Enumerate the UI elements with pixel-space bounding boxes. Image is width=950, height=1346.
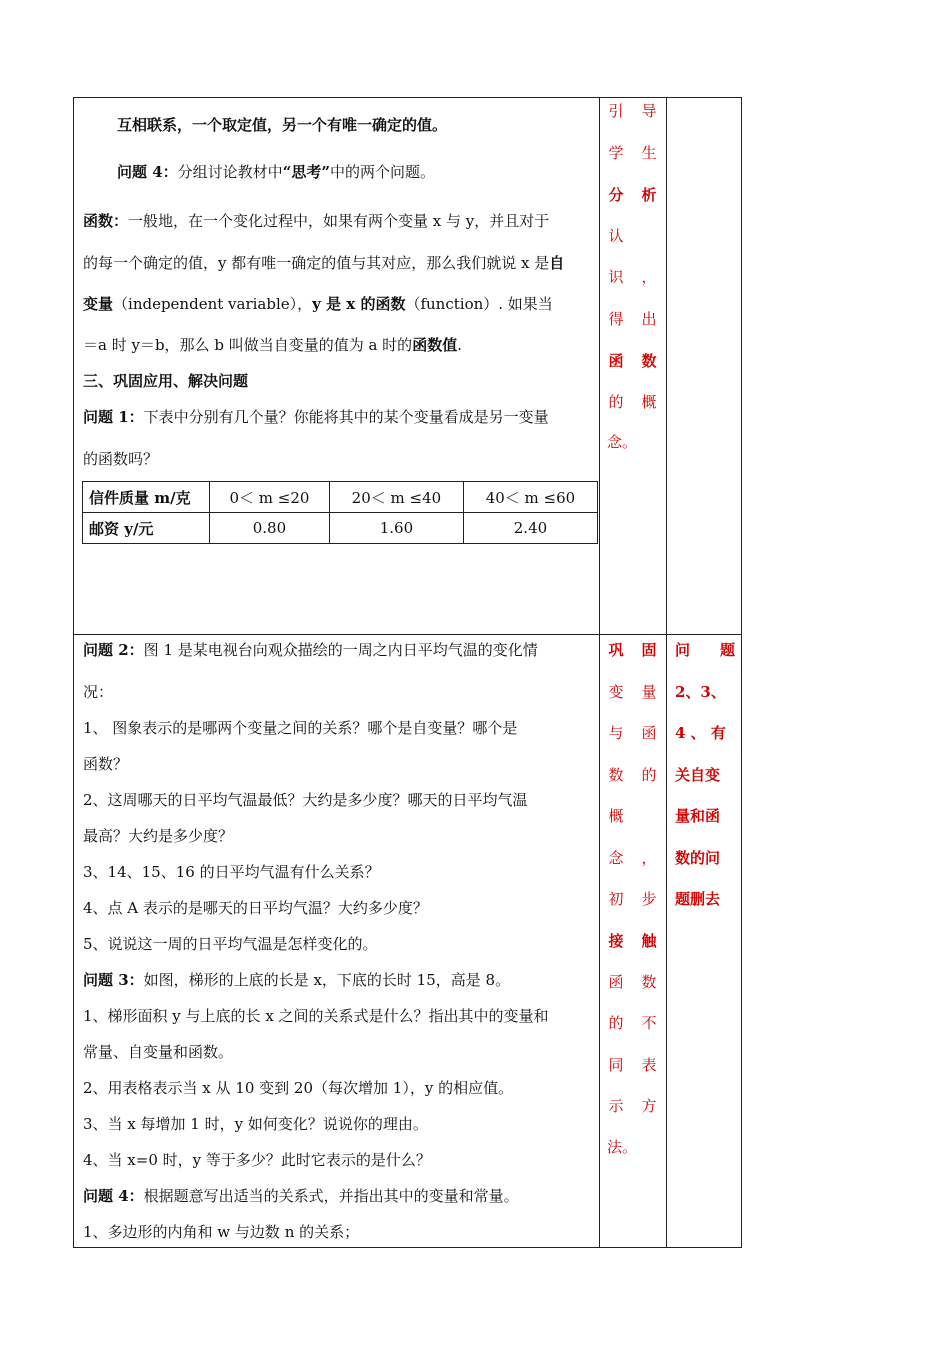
- right-note-line: 问 题: [675, 641, 736, 659]
- q2-item3: 3、14、15、16 的日平均气温有什么关系？: [83, 863, 380, 881]
- table-cell: 20＜ m ≤40: [329, 482, 463, 513]
- note-char: 析: [641, 186, 657, 204]
- table-row: [83, 513, 598, 544]
- function-text: （independent variable），: [113, 295, 313, 313]
- note-char: 数: [641, 973, 657, 991]
- q3-item2: 2、用表格表示当 x 从 10 变到 20（每次增加 1），y 的相应值。: [83, 1079, 514, 1097]
- note-char: 数: [641, 352, 657, 370]
- note-char: 方: [641, 1097, 657, 1115]
- note-char: 巩: [608, 641, 624, 659]
- function-def-line4: [83, 335, 462, 355]
- table-cell: 2.40: [463, 513, 597, 544]
- q3-item1b: 常量、自变量和函数。: [83, 1043, 234, 1061]
- table-cell: 40＜ m ≤60: [463, 482, 597, 513]
- note-char: 变: [608, 683, 624, 701]
- q3-item3: 3、当 x 每增加 1 时，y 如何变化？说说你的理由。: [83, 1115, 428, 1133]
- note-char: 的: [608, 1014, 624, 1032]
- column-divider: [666, 98, 667, 1247]
- note-char: 的: [608, 393, 624, 411]
- question-text: 图 1 是某电视台向观众描绘的一周之内日平均气温的变化情: [143, 641, 538, 659]
- note-char: 步: [641, 890, 657, 908]
- note-char: 函: [608, 352, 624, 370]
- q2-item5: 5、说说这一周的日平均气温是怎样变化的。: [83, 935, 378, 953]
- right-note-line: 题删去: [675, 890, 721, 908]
- note-char: 函: [608, 973, 624, 991]
- right-note-line: 数的问: [675, 849, 721, 867]
- table-cell: 0.80: [210, 513, 330, 544]
- note-char: 量: [641, 683, 657, 701]
- question-text: 中的两个问题。: [329, 163, 435, 181]
- note-char: 引: [608, 102, 624, 120]
- note-char: 学: [608, 144, 624, 162]
- note-char: 表: [641, 1056, 657, 1074]
- function-def-line3: [83, 294, 553, 314]
- question1-line2: 的函数吗？: [83, 450, 159, 468]
- question4-discussion: [117, 162, 435, 182]
- top-line1: 互相联系，一个取定值，另一个有唯一确定的值。: [117, 116, 448, 134]
- note-char: ，: [641, 268, 657, 286]
- question3-line1: [83, 970, 510, 990]
- function-text-bold: 自: [549, 254, 565, 272]
- right-note-line: 关自变: [675, 766, 721, 784]
- note-char: 与: [608, 724, 624, 742]
- function-text: ＝a 时 y＝b，那么 b 叫做当自变量的值为 a 时的: [83, 336, 413, 354]
- function-label: 函数：: [83, 212, 129, 230]
- question-label: 问题 4：: [117, 163, 178, 181]
- question-text: 如图，梯形的上底的长是 x，下底的长时 15，高是 8。: [143, 971, 511, 989]
- function-text-bold: 函数值: [412, 336, 458, 354]
- section-heading: 三、巩固应用、解决问题: [83, 372, 249, 390]
- note-char: 生: [641, 144, 657, 162]
- note-char: 固: [641, 641, 657, 659]
- function-text: 一般地，在一个变化过程中，如果有两个变量 x 与 y，并且对于: [128, 212, 550, 230]
- question2-line1: [83, 640, 538, 660]
- question-label: 问题 4：: [83, 1187, 144, 1205]
- table-cell: 信件质量 m/克: [83, 482, 210, 513]
- note-char: 念: [608, 849, 624, 867]
- q2-item2a: 2、这周哪天的日平均气温最低？大约是多少度？哪天的日平均气温: [83, 791, 528, 809]
- function-def-line2: [83, 253, 564, 273]
- note-char: ，: [641, 849, 657, 867]
- note-char: 函: [641, 724, 657, 742]
- question-text: 根据题意写出适当的关系式，并指出其中的变量和常量。: [143, 1187, 519, 1205]
- question-text: 下表中分别有几个量？你能将其中的某个变量看成是另一变量: [143, 408, 549, 426]
- question-label: 问题 1：: [83, 408, 144, 426]
- table-cell: 邮资 y/元: [83, 513, 210, 544]
- note-char: 接: [608, 932, 624, 950]
- q2-item1a: 1、 图象表示的是哪两个变量之间的关系？哪个是自变量？哪个是: [83, 719, 518, 737]
- function-def-line1: [83, 211, 549, 231]
- note-char: 概: [608, 807, 624, 825]
- note-char: 触: [641, 932, 657, 950]
- note-char: 概: [641, 393, 657, 411]
- note-char: 识: [608, 268, 624, 286]
- note-char: 法。: [607, 1138, 638, 1156]
- right-note-line: 量和函: [675, 807, 721, 825]
- function-text-bold: y 是 x 的函数: [312, 295, 406, 313]
- q2-item2b: 最高？大约是多少度？: [83, 827, 234, 845]
- note-char: 念。: [607, 433, 638, 451]
- note-char: 分: [608, 186, 624, 204]
- function-text-bold: 变量: [83, 295, 114, 313]
- question-label: 问题 3：: [83, 971, 144, 989]
- note-char: 得: [608, 310, 624, 328]
- question-text-bold: “思考”: [282, 163, 330, 181]
- q4-item1: 1、多边形的内角和 w 与边数 n 的关系；: [83, 1223, 360, 1241]
- note-char: 出: [641, 310, 657, 328]
- note-char: 初: [608, 890, 624, 908]
- function-text: .: [457, 336, 462, 354]
- question-text: 分组讨论教材中: [177, 163, 283, 181]
- right-note-line: 2、3、: [675, 683, 726, 701]
- table-cell: 1.60: [329, 513, 463, 544]
- note-char: 导: [641, 102, 657, 120]
- question1-line1: [83, 407, 549, 427]
- question4-line1: [83, 1186, 519, 1206]
- note-char: 认: [608, 227, 624, 245]
- q3-item1a: 1、梯形面积 y 与上底的长 x 之间的关系式是什么？指出其中的变量和: [83, 1007, 549, 1025]
- table-cell: 0＜ m ≤20: [210, 482, 330, 513]
- q2-item4: 4、点 A 表示的是哪天的日平均气温？大约多少度？: [83, 899, 428, 917]
- function-text: （function）. 如果当: [405, 295, 553, 313]
- note-char: 不: [641, 1014, 657, 1032]
- table-row: [83, 482, 598, 513]
- right-note-line: 4 、 有: [675, 724, 726, 742]
- q3-item4: 4、当 x=0 时，y 等于多少？此时它表示的是什么？: [83, 1151, 431, 1169]
- row-divider: [74, 634, 741, 635]
- note-char: 同: [608, 1056, 624, 1074]
- postage-table: [82, 481, 598, 544]
- function-text: 的每一个确定的值，y 都有唯一确定的值与其对应，那么我们就说 x 是: [83, 254, 550, 272]
- note-char: 数: [608, 766, 624, 784]
- column-divider: [599, 98, 600, 1247]
- question2-line2: 况：: [83, 683, 114, 701]
- q2-item1b: 函数？: [83, 755, 129, 773]
- note-char: 的: [641, 766, 657, 784]
- note-char: 示: [608, 1097, 624, 1115]
- question-label: 问题 2：: [83, 641, 144, 659]
